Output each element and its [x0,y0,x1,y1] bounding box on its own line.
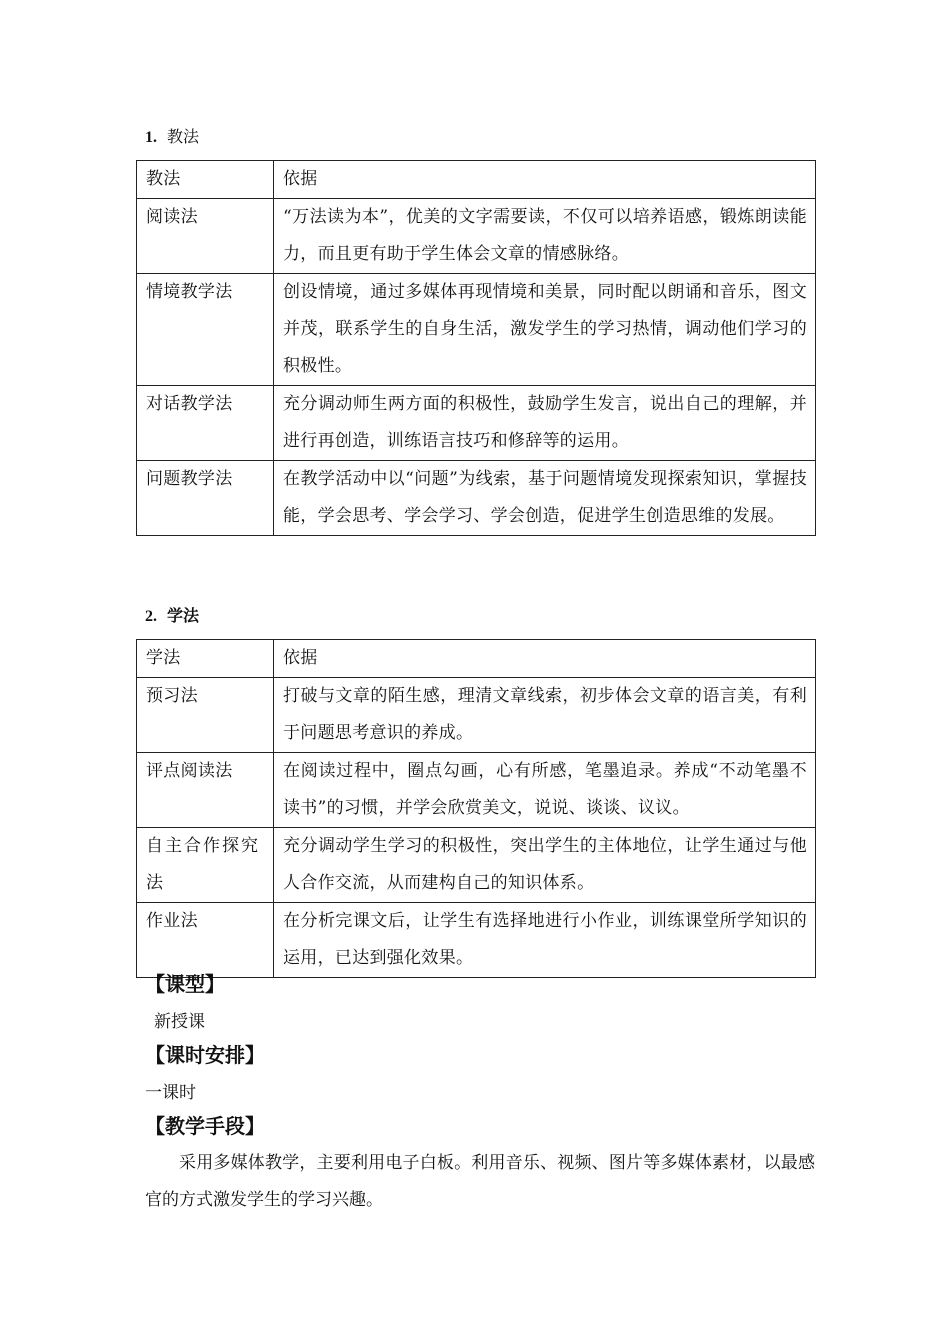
basis-cell: 在阅读过程中，圈点勾画，心有所感，笔墨追录。养成“不动笔墨不读书”的习惯，并学会欣赏美文，说说、谈谈、议议。 [274,753,816,828]
basis-cell: “万法读为本”，优美的文字需要读，不仅可以培养语感，锻炼朗读能力，而且更有助于学生体会文章的情感脉络。 [274,199,816,274]
basis-cell: 在分析完课文后，让学生有选择地进行小作业，训练课堂所学知识的运用，已达到强化效果。 [274,903,816,978]
teaching-means-heading: 【教学手段】 [145,1114,265,1138]
lesson-type-heading: 【课型】 [145,972,225,996]
section-number: 1. [145,129,157,146]
header-cell-basis: 依据 [274,640,816,678]
section-title-learning-methods [145,606,199,627]
section-number: 2. [145,608,157,625]
learning-methods-table [136,639,816,978]
table-row [137,199,816,274]
table-row [137,386,816,461]
basis-cell: 充分调动师生两方面的积极性，鼓励学生发言，说出自己的理解，并进行再创造，训练语言技巧和修辞等的运用。 [274,386,816,461]
basis-cell: 打破与文章的陌生感，理清文章线索，初步体会文章的语言美，有利于问题思考意识的养成。 [274,678,816,753]
table-row [137,753,816,828]
header-cell-basis: 依据 [274,161,816,199]
table-row [137,903,816,978]
method-cell: 作业法 [137,903,274,978]
section-title-text: 教法 [167,127,200,146]
method-cell: 问题教学法 [137,461,274,536]
basis-cell: 创设情境，通过多媒体再现情境和美景，同时配以朗诵和音乐，图文并茂，联系学生的自身生活，激发学生的学习热情，调动他们学习的积极性。 [274,274,816,386]
lesson-type-text: 新授课 [154,1012,205,1032]
table-row [137,274,816,386]
method-cell: 阅读法 [137,199,274,274]
header-cell-method: 教法 [137,161,274,199]
method-cell: 对话教学法 [137,386,274,461]
teaching-methods-table [136,160,816,536]
basis-cell: 充分调动学生学习的积极性，突出学生的主体地位，让学生通过与他人合作交流，从而建构自己的知识体系。 [274,828,816,903]
schedule-text: 一课时 [145,1083,196,1103]
table-header-row [137,161,816,199]
table-row [137,461,816,536]
basis-cell: 在教学活动中以“问题”为线索，基于问题情境发现探索知识，掌握技能，学会思考、学会学习、学会创造，促进学生创造思维的发展。 [274,461,816,536]
table-row [137,678,816,753]
teaching-means-text: 采用多媒体教学，主要利用电子白板。利用音乐、视频、图片等多媒体素材，以最感官的方式激发学生的学习兴趣。 [145,1153,815,1210]
method-cell: 评点阅读法 [137,753,274,828]
section-title-teaching-methods [145,127,199,148]
section-title-text: 学法 [167,606,200,625]
method-cell: 自主合作探究法 [137,828,274,903]
table-row [137,828,816,903]
method-cell: 预习法 [137,678,274,753]
method-cell: 情境教学法 [137,274,274,386]
header-cell-method: 学法 [137,640,274,678]
table-header-row [137,640,816,678]
schedule-heading: 【课时安排】 [145,1043,265,1067]
